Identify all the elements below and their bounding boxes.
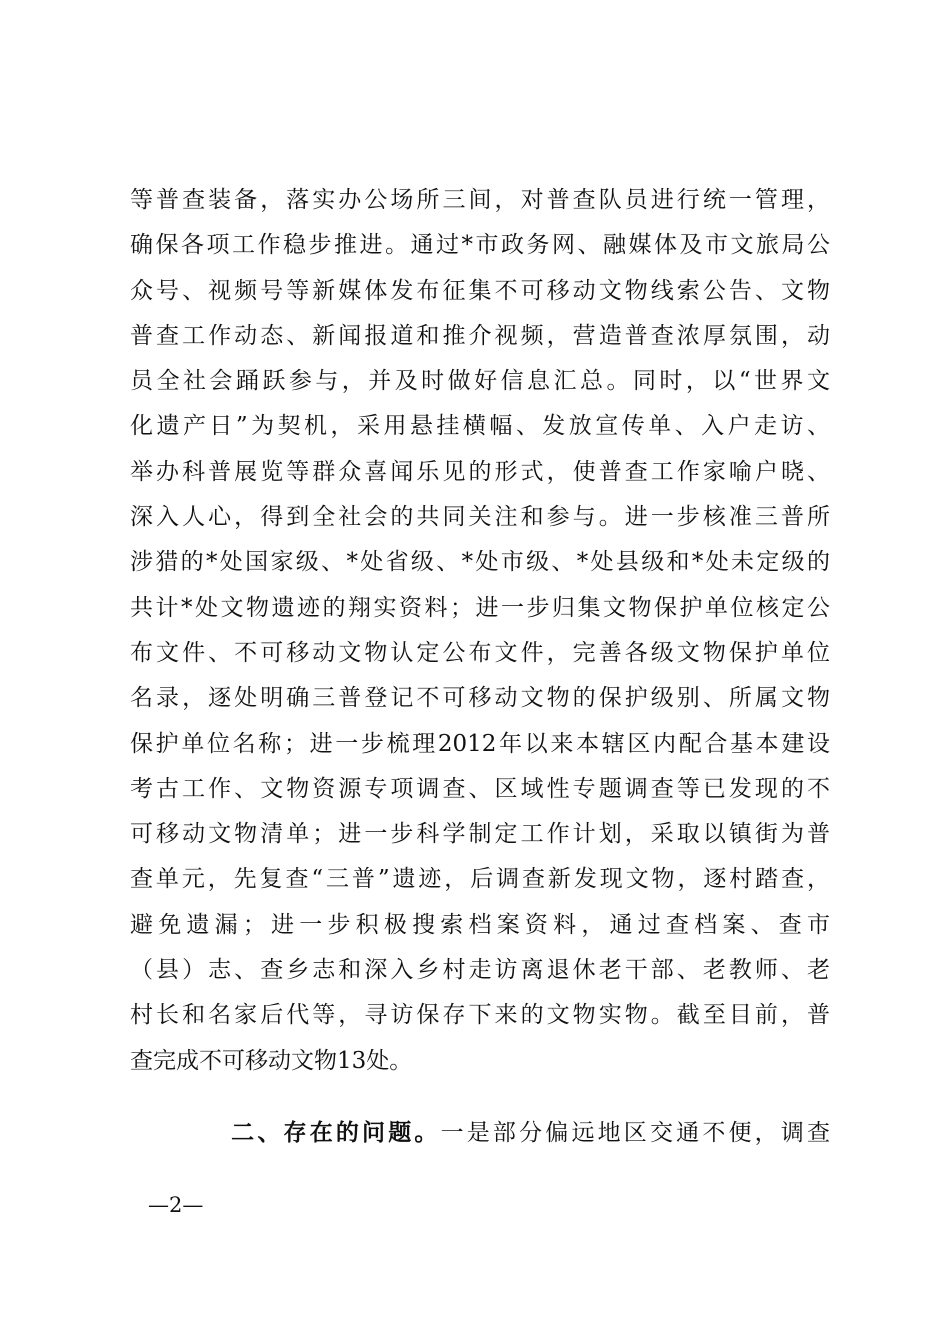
paragraph-line: 共计*处文物遗迹的翔实资料；进一步归集文物保护单位核定公 — [130, 594, 830, 621]
paragraph-line: 举办科普展览等群众喜闻乐见的形式，使普查工作家喻户晓、 — [130, 458, 830, 485]
paragraph-line: 等普查装备，落实办公场所三间，对普查队员进行统一管理， — [130, 187, 830, 213]
body-paragraph — [130, 178, 830, 1084]
paragraph-line: 保护单位名称；进一步梳理2012年以来本辖区内配合基本建设 — [130, 730, 830, 757]
paragraph-line: （县）志、查乡志和深入乡村走访离退休老干部、老教师、老 — [130, 957, 830, 984]
paragraph-line: 考古工作、文物资源专项调查、区域性专题调查等已发现的不 — [130, 775, 830, 802]
paragraph-line: 深入人心，得到全社会的共同关注和参与。进一步核准三普所 — [130, 504, 830, 531]
page-number: —2— — [148, 1193, 204, 1217]
paragraph-line: 涉猎的*处国家级、*处省级、*处市级、*处县级和*处未定级的 — [130, 549, 830, 576]
paragraph-line: 查单元，先复查“三普”遗迹，后调查新发现文物，逐村踏查， — [130, 866, 830, 893]
section-text: 一是部分偏远地区交通不便，调查 — [440, 1120, 831, 1146]
paragraph-line: 众号、视频号等新媒体发布征集不可移动文物线索公告、文物 — [130, 277, 830, 304]
paragraph-line: 布文件、不可移动文物认定公布文件，完善各级文物保护单位 — [130, 639, 830, 666]
paragraph-line: 名录，逐处明确三普登记不可移动文物的保护级别、所属文物 — [130, 685, 830, 712]
section-heading: 二、存在的问题。 — [228, 1119, 441, 1146]
section-heading-line — [130, 1110, 830, 1155]
paragraph-line: 查完成不可移动文物13处。 — [130, 1047, 413, 1074]
paragraph-line: 避免遗漏；进一步积极搜索档案资料，通过查档案、查市 — [130, 911, 830, 938]
paragraph-line: 村长和名家后代等，寻访保存下来的文物实物。截至目前，普 — [130, 1002, 830, 1029]
paragraph-line: 确保各项工作稳步推进。通过*市政务网、融媒体及市文旅局公 — [130, 232, 830, 259]
paragraph-line: 普查工作动态、新闻报道和推介视频，营造普查浓厚氛围，动 — [130, 322, 830, 349]
paragraph-line: 化遗产日”为契机，采用悬挂横幅、发放宣传单、入户走访、 — [130, 413, 830, 440]
paragraph-line: 可移动文物清单；进一步科学制定工作计划，采取以镇街为普 — [130, 821, 830, 848]
paragraph-line: 员全社会踊跃参与，并及时做好信息汇总。同时，以“世界文 — [130, 368, 830, 395]
